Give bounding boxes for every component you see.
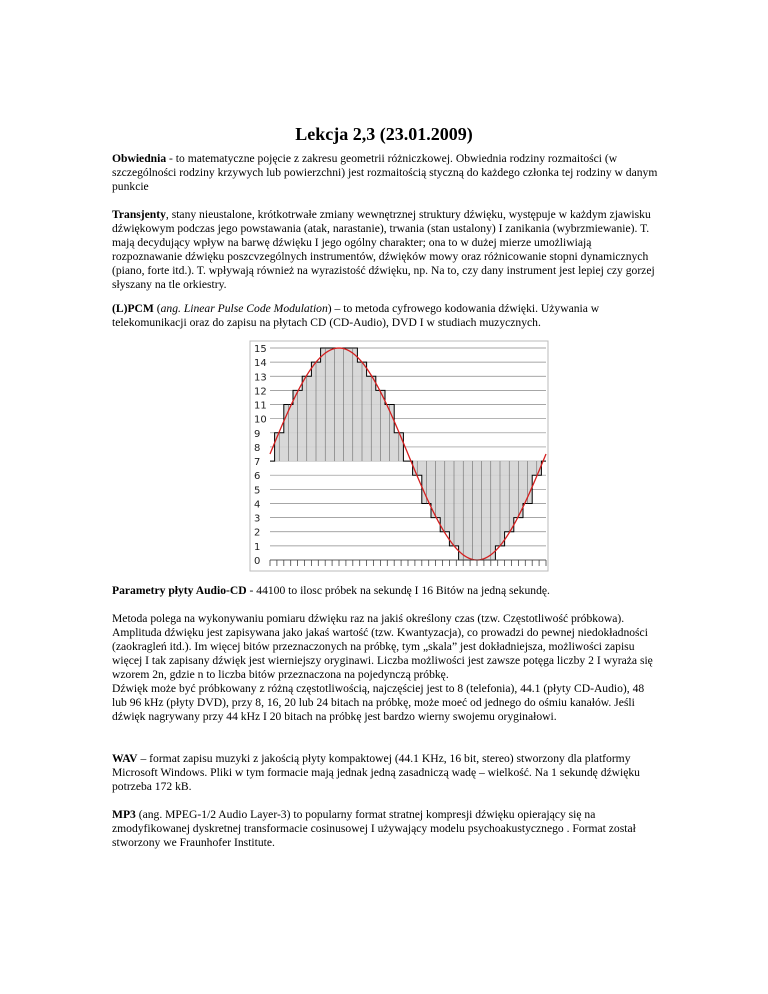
y-tick-label: 10 [254, 414, 267, 426]
y-tick-label: 6 [254, 471, 261, 483]
y-tick-label: 0 [254, 556, 261, 567]
section-wav [112, 752, 658, 794]
section-obwiednia [112, 152, 658, 194]
y-tick-label: 7 [254, 457, 261, 469]
term-wav: WAV [112, 752, 138, 765]
y-tick-label: 15 [254, 344, 267, 355]
section-audio-cd [112, 584, 658, 598]
term-audio-cd: Parametry płyty Audio-CD [112, 584, 247, 597]
section-lpcm [112, 302, 658, 330]
y-tick-label: 1 [254, 541, 261, 553]
section-transjenty [112, 208, 658, 292]
y-tick-label: 12 [254, 386, 267, 398]
section-metoda [112, 612, 658, 724]
lpcm-italic: ang. Linear Pulse Code Modulation [160, 302, 328, 315]
section-mp3 [112, 808, 658, 850]
pcm-chart-svg [249, 340, 549, 572]
text-wav: – format zapisu muzyki z jakością płyty kompaktowej (44.1 KHz, 16 bit, stereo) stworzony dla platformy Microsoft Windows. Pliki w tym formacie mają jednak jedną zasadniczą wadę – wielkość. Na 1 sekundę dźwięku potrzeba 172 kB. [112, 752, 640, 793]
term-lpcm: (L)PCM [112, 302, 154, 315]
y-tick-label: 11 [254, 400, 267, 412]
text-audio-cd: - 44100 to ilosc próbek na sekundę I 16 Bitów na jedną sekundę. [246, 584, 550, 597]
y-tick-label: 4 [254, 499, 261, 511]
term-obwiednia: Obwiednia [112, 152, 167, 165]
y-tick-label: 8 [254, 442, 261, 454]
term-mp3: MP3 [112, 808, 136, 821]
text-obwiednia: - to matematyczne pojęcie z zakresu geometrii różniczkowej. Obwiednia rodziny rozmaitości (w szczególności rodziny krzywych lub powierzchni) jest rozmaitością styczną do każdego członka tej rodziny w danym punkcie [112, 152, 658, 193]
text-transjenty: , stany nieustalone, krótkotrwałe zmiany wewnętrznej struktury dźwięku, występuje w każdym zjawisku dźwiękowym podczas jego powstawania (atak, narastanie), trwania (stan ustalony) I zanikania (wybrzmiewanie). T. mają decydujący wpływ na barwę dźwięku I jego ogólny charakter; ona to w dużej mierze umożliwiają rozpoznawanie dźwięku poszcvzególnych instrumentów, dźwięków mowy oraz różnicowanie stopni dynamicznych (piano, forte itd.). T. wpływają również na wyrazistość dźwięku, np. Na to, czy dany instrument jest lepiej czy gorzej słyszany na tle orkiestry. [112, 208, 655, 291]
y-tick-label: 2 [254, 527, 261, 539]
metoda-paragraph-2: Dźwięk może być próbkowany z różną częstotliwością, najczęściej jest to 8 (telefonia), 44.1 (płyty CD-Audio), 48 lub 96 kHz (płyty DVD), przy 8, 16, 20 lub 24 bitach na próbkę, może moeć od jednego do ośmiu kanałów. Jeśli dźwięk nagrywany przy 44 kHz I 20 bitach na próbkę jest bardzo wierny swojemu oryginałowi. [112, 682, 645, 723]
metoda-paragraph-1: Metoda polega na wykonywaniu pomiaru dźwięku raz na jakiś określony czas (tzw. Częstotliwość próbkowa). Amplituda dźwięku jest zapisywana jako jakaś wartość (tzw. Kwantyzacja), co prowadzi do pewnej niedokładności (zaokragleń itd.). Im więcej bitów przeznaczonych na próbkę, tym „skala” jest dokładniejsza, możliwości zapisu więcej I tak zapisany dźwięk jest wierniejszy oryginawi. Liczba możliwości jest zawsze potęga liczby 2 I wyraża się wzorem 2n, gdzie n to liczba bitów przeznaczona na pojedynczą próbkę. [112, 612, 653, 681]
text-lpcm: ) – to metoda cyfrowego kodowania dźwięki. Używania w telekomunikacji oraz do zapisu na płytach CD (CD-Audio), DVD I w studiach muzycznych. [112, 302, 600, 329]
y-tick-label: 9 [254, 428, 261, 440]
pcm-chart [249, 340, 549, 572]
y-tick-label: 5 [254, 485, 261, 497]
y-tick-label: 3 [254, 513, 261, 525]
lpcm-open-paren: ( [153, 302, 161, 315]
y-tick-label: 14 [254, 358, 267, 370]
term-transjenty: Transjenty [112, 208, 166, 221]
text-mp3: (ang. MPEG-1/2 Audio Layer-3) to popularny format stratnej kompresji dźwięku opierający się na zmodyfikowanej dyskretnej transformacie cosinusowej I używający modelu psychoakustycznego . Format został stworzony we Fraunhofer Institute. [112, 808, 636, 849]
page-title: Lekcja 2,3 (23.01.2009) [295, 124, 473, 144]
y-tick-label: 13 [254, 372, 267, 384]
